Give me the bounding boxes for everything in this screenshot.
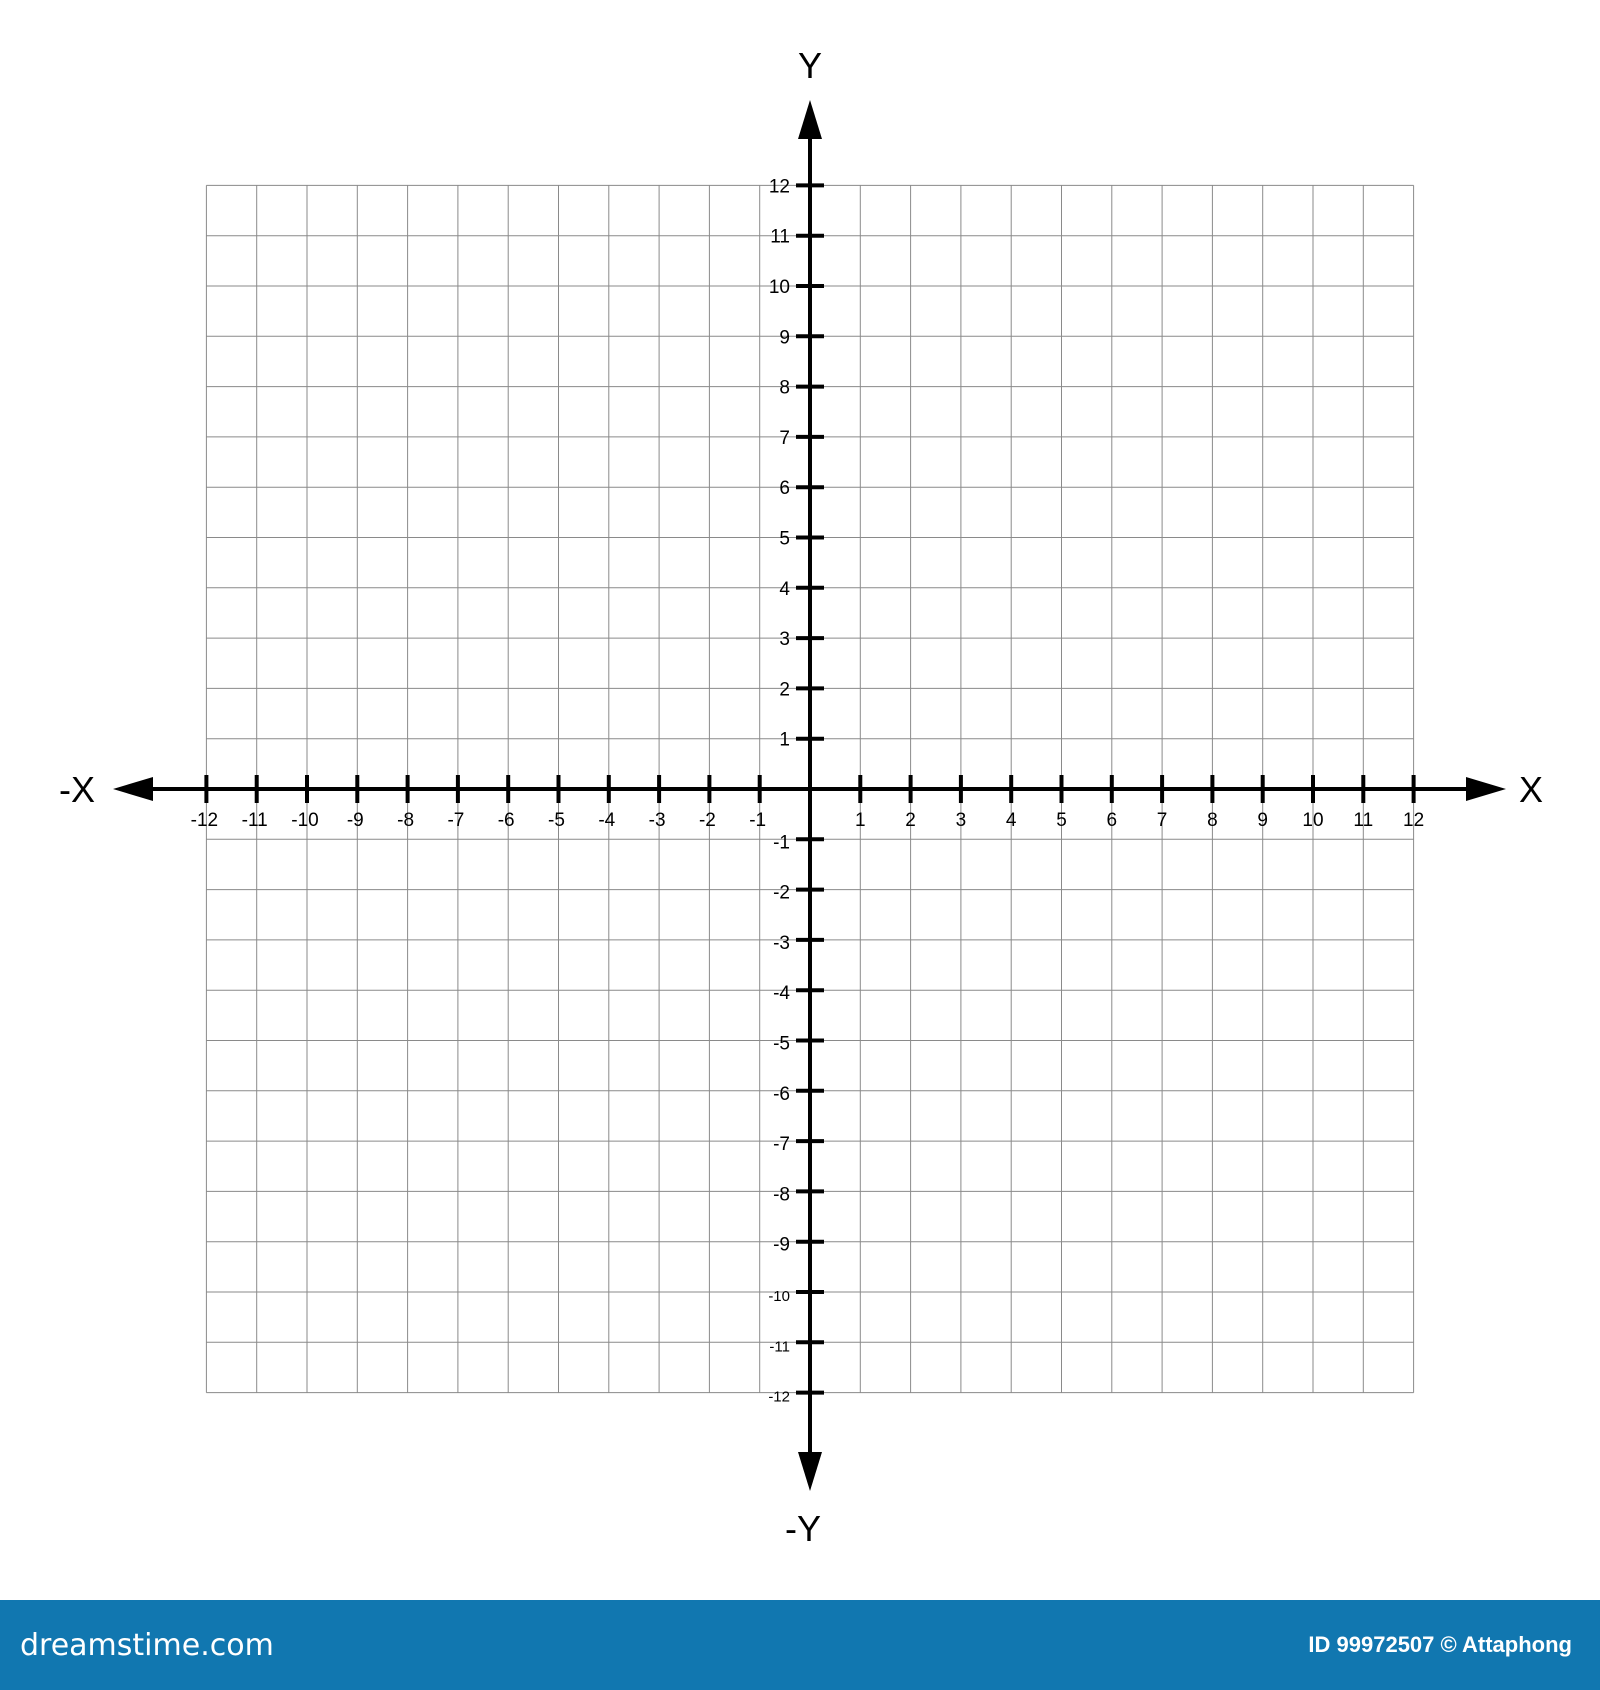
y-axis-arrow-up — [798, 100, 822, 139]
y-tick-label: 10 — [768, 277, 790, 298]
y-tick-label: -11 — [769, 1338, 790, 1356]
x-tick-label: 11 — [1353, 810, 1374, 831]
y-tick-label: -12 — [768, 1388, 790, 1406]
x-tick-label: -10 — [291, 810, 319, 831]
x-tick-label: -3 — [648, 810, 666, 831]
y-tick-label: -2 — [773, 882, 790, 904]
y-tick-label: -7 — [773, 1134, 790, 1156]
x-tick-label: 5 — [1056, 810, 1067, 831]
y-tick-label: 1 — [779, 729, 790, 751]
y-tick-label: -5 — [773, 1033, 790, 1055]
x-tick-label: 1 — [855, 810, 866, 831]
y-tick-label: 11 — [770, 226, 790, 248]
y-tick-label: -1 — [773, 832, 790, 854]
dreamstime-logo[interactable]: dreamstime.com — [20, 1628, 274, 1663]
y-tick-label: 4 — [779, 578, 790, 600]
y-axis-arrow-down — [798, 1452, 822, 1491]
x-tick-label: -9 — [346, 810, 364, 831]
x-tick-label: 9 — [1257, 810, 1268, 831]
x-tick-label: -4 — [598, 810, 616, 831]
y-tick-label: -4 — [773, 983, 790, 1005]
x-axis-arrow-right — [1466, 777, 1506, 801]
y-tick-label: 5 — [779, 528, 790, 550]
x-tick-label: 6 — [1106, 810, 1118, 831]
x-axis-label-negative: -X — [59, 769, 95, 810]
y-tick-label: 7 — [779, 427, 790, 449]
x-tick-label: -2 — [698, 810, 716, 831]
x-tick-label: 7 — [1156, 810, 1168, 831]
y-tick-label: -8 — [773, 1184, 790, 1206]
y-tick-label: -6 — [773, 1083, 790, 1105]
y-tick-label: 8 — [779, 377, 790, 399]
x-tick-label: 4 — [1005, 810, 1017, 831]
x-tick-label: -5 — [548, 810, 565, 831]
x-tick-label: 8 — [1207, 810, 1218, 831]
x-tick-label: -7 — [447, 810, 465, 831]
axes — [113, 100, 1506, 1491]
y-tick-label: -3 — [773, 932, 790, 954]
y-tick-label: -9 — [773, 1234, 790, 1256]
x-axis-label: X — [1518, 769, 1544, 810]
image-credit: ID 99972507 © Attaphong — [1308, 1632, 1572, 1657]
y-tick-label: 6 — [779, 478, 790, 500]
y-tick-label: -10 — [768, 1288, 790, 1305]
y-tick-label: 3 — [779, 629, 790, 651]
y-axis-label: Y — [797, 45, 823, 86]
y-tick-label: 9 — [779, 327, 790, 349]
x-tick-label: 2 — [905, 810, 916, 831]
footer-banner — [0, 1600, 1600, 1690]
x-tick-label: 12 — [1403, 810, 1425, 831]
x-tick-label: -6 — [497, 810, 515, 831]
y-tick-label: 2 — [779, 679, 790, 701]
y-tick-label: 12 — [768, 176, 790, 198]
x-tick-label: 10 — [1302, 810, 1324, 831]
x-tick-label: 3 — [955, 810, 967, 831]
x-axis-arrow-left — [113, 777, 153, 801]
x-tick-label: -11 — [241, 810, 268, 831]
x-tick-label: -1 — [749, 810, 767, 831]
y-axis-label-negative: -Y — [785, 1508, 821, 1549]
x-tick-label: -8 — [397, 810, 415, 831]
x-tick-label: -12 — [190, 810, 219, 831]
